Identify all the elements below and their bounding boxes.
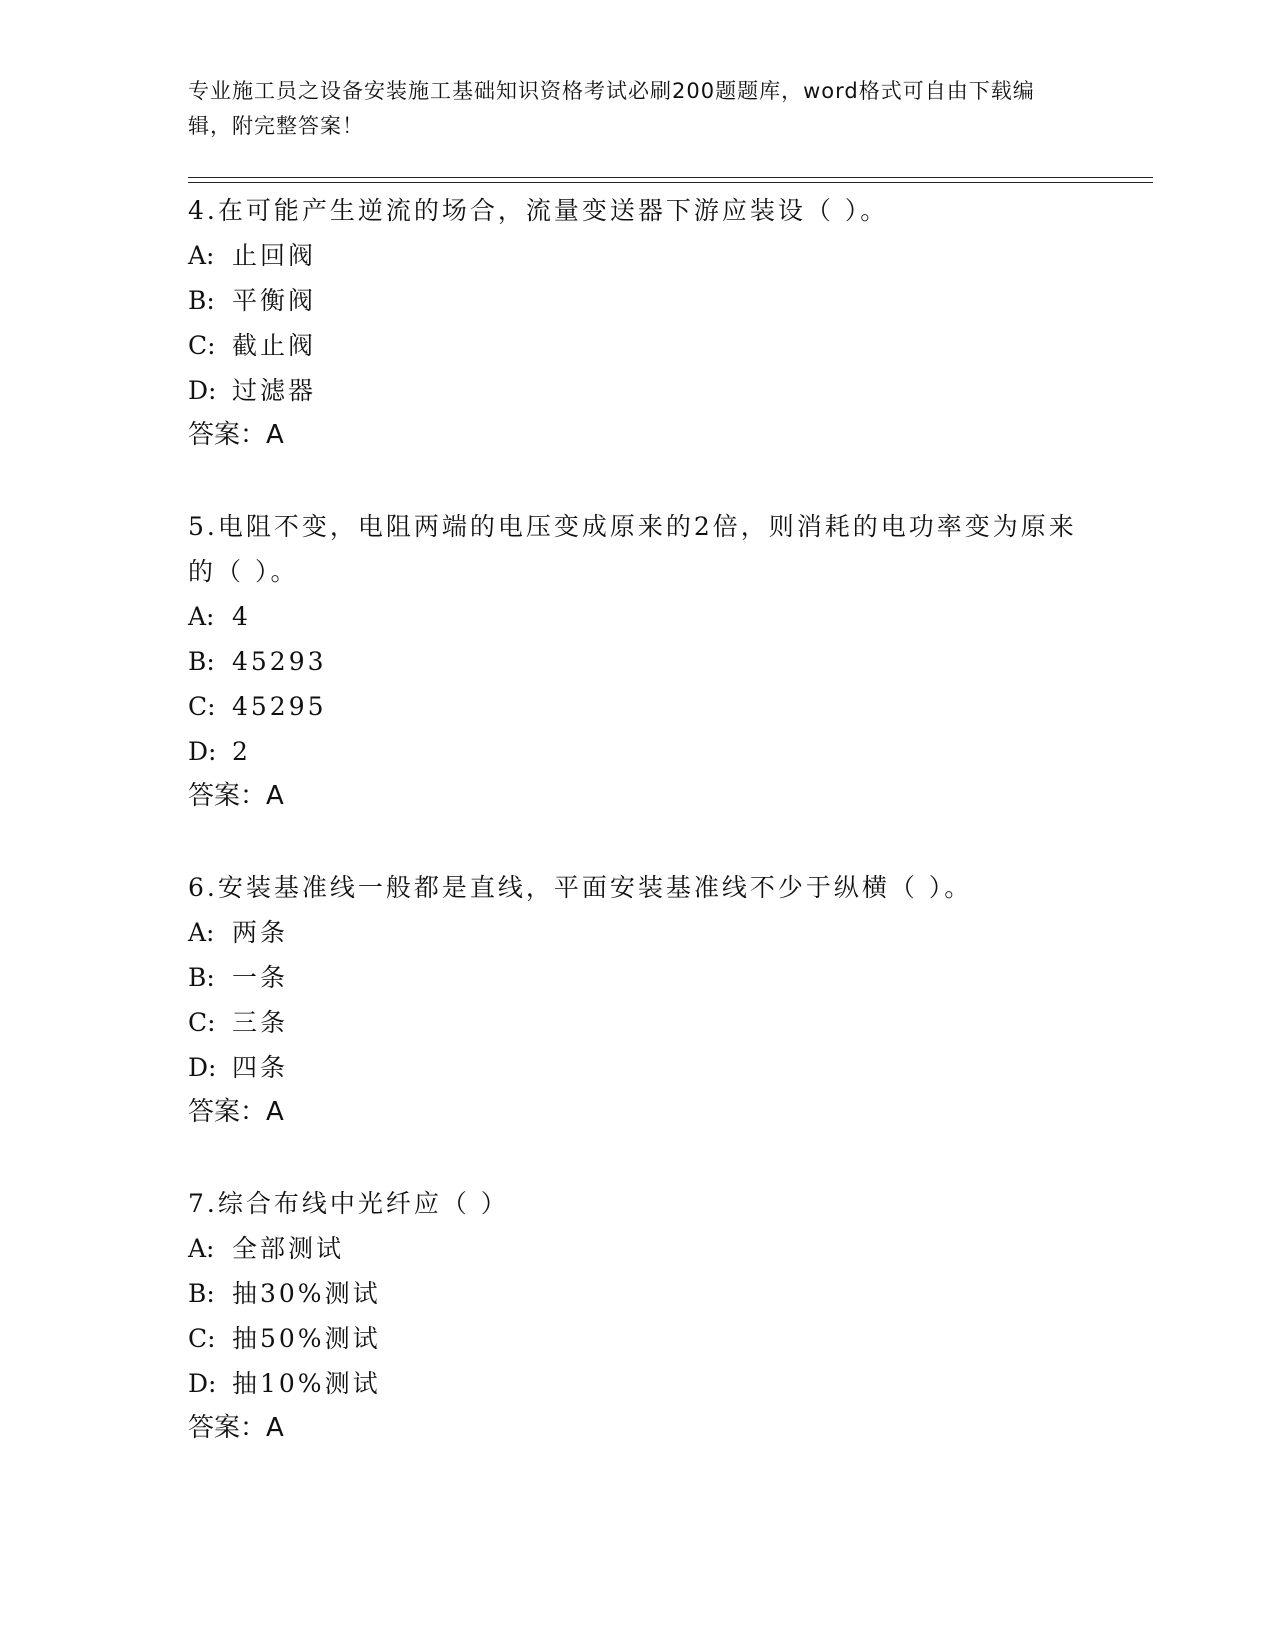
option-label: A: [188,241,215,270]
option-label: B: [188,1279,215,1308]
option-label: D: [188,1369,217,1398]
option-text: 一条 [232,963,289,992]
option-d [188,1045,1088,1090]
option-c [188,1316,1088,1361]
option-text: 抽30%测试 [232,1279,381,1308]
option-label: A: [188,602,215,631]
option-d [188,368,1088,413]
option-b [188,278,1088,323]
option-label: B: [188,647,215,676]
option-c [188,684,1088,729]
option-label: D: [188,376,217,405]
option-text: 三条 [232,1008,289,1037]
option-b [188,955,1088,1000]
option-text: 平衡阀 [232,286,317,315]
option-text: 全部测试 [232,1234,345,1263]
option-label: B: [188,963,215,992]
option-label: C: [188,1008,216,1037]
answer-line: 答案：A [188,420,284,450]
question-text: 5.电阻不变，电阻两端的电压变成原来的2倍，则消耗的电功率变为原来的（ ）。 [188,512,1077,586]
question-6 [188,865,1088,1135]
option-a [188,594,1088,639]
option-text: 止回阀 [232,241,317,270]
option-a [188,1226,1088,1271]
option-d [188,729,1088,774]
option-text: 4 [232,602,251,631]
option-label: C: [188,331,216,360]
option-text: 过滤器 [232,376,317,405]
option-text: 截止阀 [232,331,317,360]
option-text: 2 [232,737,251,766]
answer-line: 答案：A [188,781,284,811]
option-a [188,910,1088,955]
document-header: 专业施工员之设备安装施工基础知识资格考试必刷200题题库，word格式可自由下载编辑，附完整答案！ [188,79,1035,138]
answer-line: 答案：A [188,1097,284,1127]
question-4 [188,188,1088,458]
option-c [188,323,1088,368]
question-text: 6.安装基准线一般都是直线，平面安装基准线不少于纵横（ ）。 [188,873,973,902]
option-d [188,1361,1088,1406]
option-text: 抽50%测试 [232,1324,381,1353]
option-label: A: [188,1234,215,1263]
option-label: B: [188,286,215,315]
option-text: 45293 [232,647,327,676]
header-divider-bottom [188,182,1153,183]
option-b [188,1271,1088,1316]
question-5 [188,504,1088,819]
question-7 [188,1181,1088,1451]
question-text: 4.在可能产生逆流的场合，流量变送器下游应装设（ ）。 [188,196,889,225]
option-text: 四条 [232,1053,289,1082]
option-text: 45295 [232,692,327,721]
header-divider-top [188,177,1153,178]
option-label: D: [188,737,217,766]
option-a [188,233,1088,278]
option-text: 抽10%测试 [232,1369,381,1398]
option-c [188,1000,1088,1045]
option-label: C: [188,1324,216,1353]
option-label: D: [188,1053,217,1082]
option-text: 两条 [232,918,289,947]
question-text: 7.综合布线中光纤应（ ） [188,1189,509,1218]
question-list [188,188,1088,1497]
option-b [188,639,1088,684]
answer-line: 答案：A [188,1413,284,1443]
option-label: C: [188,692,216,721]
option-label: A: [188,918,215,947]
